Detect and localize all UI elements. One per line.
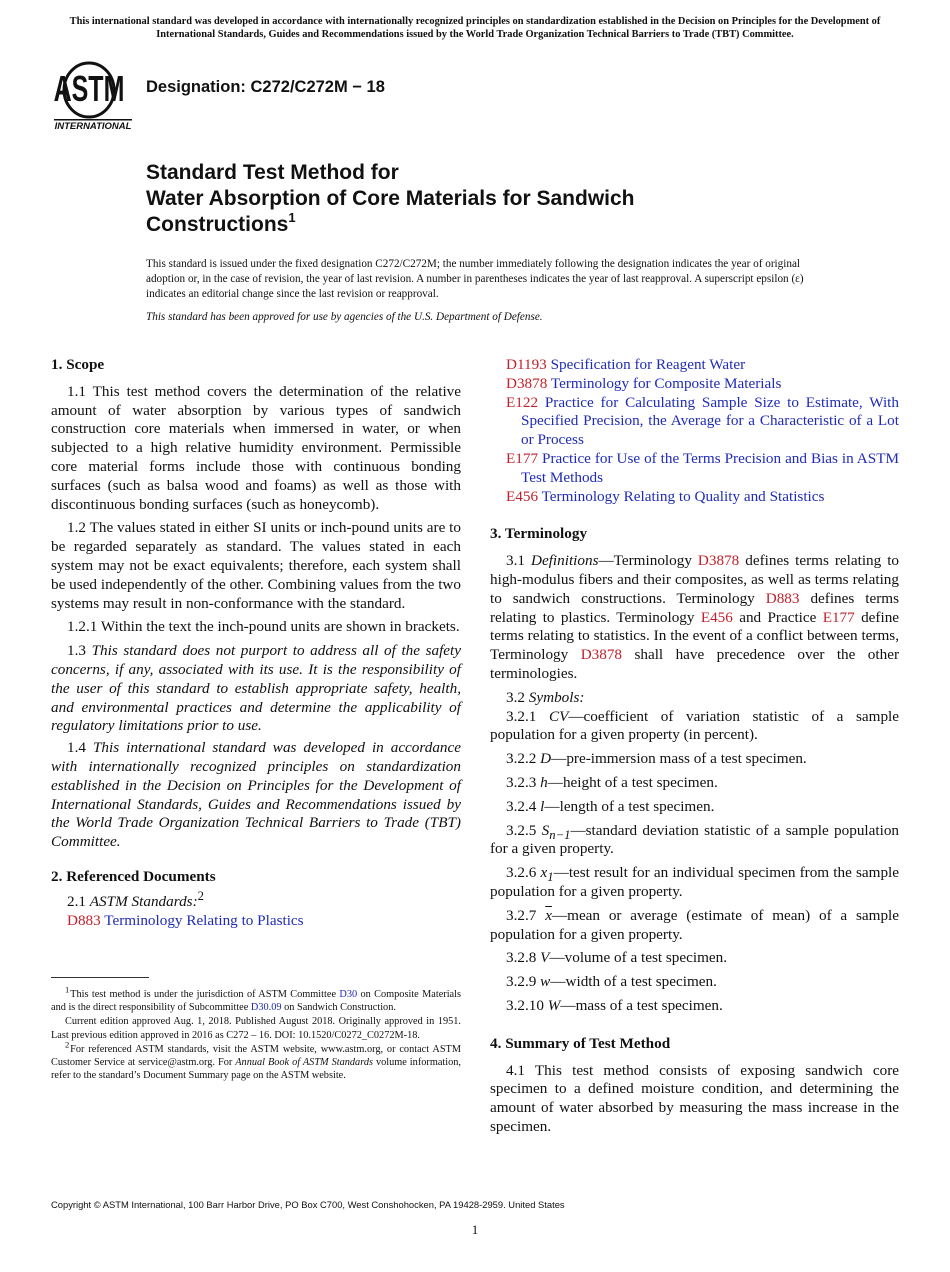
document-title [146, 160, 846, 238]
footnotes [51, 984, 461, 1083]
reference-link[interactable]: D3878 Terminology for Composite Materials [506, 374, 782, 392]
symbol-definition: 3.2.2 D—pre-immersion mass of a test specimen. [506, 750, 807, 768]
footnote-divider [51, 977, 149, 978]
right-column [490, 356, 899, 1137]
left-column [51, 356, 461, 930]
page-number: 1 [471, 1222, 479, 1237]
section-heading-terminology: 3. Terminology [490, 525, 588, 543]
reference-link[interactable]: E456 Terminology Relating to Quality and Statistics [506, 487, 825, 505]
copyright-notice: Copyright © ASTM International, 100 Barr Harbor Drive, PO Box C700, West Conshohocken, PA 19428-2959. United States [51, 1199, 565, 1210]
symbol-definition: 3.2.7 $\overline{x}—mean$ or average (estimate of mean) of a sample population for a given property. [490, 906, 900, 943]
paragraph-1-2: 1.2 The values stated in either SI units or inch-pound units are to be regarded separately as standard. The values stated in each system may not be exact equivalents; therefore, each system shall be used independently of the other. Combining values from the two systems may result in non-conformance with the standard. [51, 519, 461, 612]
symbol-definition: 3.2.10 W—mass of a test specimen. [506, 996, 723, 1014]
title-line-2: Water Absorption of Core Materials for Sandwich [146, 187, 635, 210]
issuance-note [146, 257, 806, 308]
title-line-1: Standard Test Method for [146, 161, 399, 184]
title-footnote-mark: 1 [288, 210, 296, 225]
section-heading-summary: 4. Summary of Test Method [490, 1034, 671, 1052]
reference-link[interactable]: D883 Terminology Relating to Plastics [67, 911, 304, 929]
paragraph-3-1: 3.1 Definitions—Terminology D3878 defines terms relating to high-modulus fibers and their composites, as well as terms relating to sandwich constructions. Terminology D883 defines terms relating to plastics. Terminology E456 and Practice E177 define terms relating to statistics. In the event of a conflict between terms, Terminology D3878 shall have precedence over the other terminologies. [490, 552, 900, 682]
committee-link[interactable]: D30 [339, 989, 358, 1000]
symbol-definition: 3.2.1 CV—coefficient of variation statistic of a sample population for a given property (in percent). [490, 707, 900, 744]
paragraph-3-2: 3.2 Symbols: [506, 688, 585, 706]
term-link[interactable]: D883 [765, 589, 800, 607]
term-link[interactable]: D3878 [580, 646, 623, 664]
svg-text:ASTM: ASTM [53, 68, 125, 110]
dod-approval: This standard has been approved for use by agencies of the U.S. Department of Defense. [146, 311, 543, 323]
issuance-text: This standard is issued under the fixed designation C272/C272M; the number immediately following the designation indicates the year of original adoption or, in the case of revision, the year of last revision. A number in parentheses indicates the year of last reapproval. A superscript epsilon (ε) indicates an editorial change since the last revision or reapproval. [146, 258, 804, 300]
tbt-banner: This international standard was developed in accordance with internationally recognized principles on standardization established in the Decision on Principles for the Development of International Standards, Guides and Recommendations issued by the World Trade Organization Technical Barriers to Trade (TBT) Committee. [69, 16, 881, 40]
symbol-definition: 3.2.5 $S_{n-1}—standard$ deviation statistic of a sample population for a given property. [490, 821, 900, 858]
paragraph-2-1: 2.1 ASTM Standards:$^2$ [67, 888, 204, 910]
term-link[interactable]: E456 [700, 608, 733, 626]
symbol-definition: 3.2.8 V—volume of a test specimen. [506, 949, 728, 967]
footnote-1: $^1$ This test method is under the jurisdiction of ASTM Committee D30 on Composite Materials and is the direct responsibility of Subcommittee D30.09 on Sandwich Construction. [51, 984, 461, 1014]
paragraph-1-3: 1.3 This standard does not purport to address all of the safety concerns, if any, associated with its use. It is the responsibility of the user of this standard to establish appropriate safety, health, and environmental practices and determine the applicability of regulatory limitations prior to use. [51, 642, 462, 735]
paragraph-1-2-1: 1.2.1 Within the text the inch-pound units are shown in brackets. [67, 618, 460, 636]
term-link[interactable]: E177 [822, 608, 855, 626]
footnote-1-edition: Current edition approved Aug. 1, 2018. Published August 2018. Originally approved in 1951. Last previous edition approved in 2016 as C272 – 16. DOI: 10.1520/C0272_C0272M-18. [51, 1016, 461, 1041]
designation: Designation: C272/C272M − 18 [146, 78, 385, 96]
symbol-definition: 3.2.4 l—length of a test specimen. [506, 797, 715, 815]
symbol-definition: 3.2.9 w—width of a test specimen. [506, 973, 717, 991]
section-heading-scope: 1. Scope [51, 356, 105, 373]
term-link[interactable]: D3878 [697, 552, 740, 570]
reference-link[interactable]: D1193 Specification for Reagent Water [506, 356, 746, 373]
section-heading-referenced-documents: 2. Referenced Documents [51, 867, 216, 885]
reference-link[interactable]: E122 Practice for Calculating Sample Size to Estimate, With Specified Precision, the Average for a Characteristic of a Lot or Process [506, 393, 899, 449]
astm-logo [52, 56, 134, 132]
paragraph-1-1: 1.1 This test method covers the determination of the relative amount of water absorption by various types of sandwich construction core materials when immersed in water, or when subjected to a high relative humidity environment. Permissible core material forms include those with continuous bonding surfaces (such as balsa wood and foams) as well as those with discontinuous bonding surfaces (such as honeycomb). [51, 382, 461, 513]
footnote-2: $^2$ For referenced ASTM standards, visit the ASTM website, www.astm.org, or contact ASTM Customer Service at service@astm.org. For Annual Book of ASTM Standards volume information, refer to the standard’s Document Summary page on the ASTM website. [51, 1039, 461, 1082]
symbol-definition: 3.2.6 $x_1—test$ result for an individual specimen from the sample population for a given property. [490, 864, 900, 900]
reference-link[interactable]: E177 Practice for Use of the Terms Precision and Bias in ASTM Test Methods [506, 449, 900, 486]
subcommittee-link[interactable]: D30.09 [250, 1002, 282, 1014]
svg-text:INTERNATIONAL: INTERNATIONAL [54, 121, 132, 132]
title-line-3: Constructions$^1$ [146, 210, 296, 236]
paragraph-1-4: 1.4 This international standard was developed in accordance with internationally recognized principles on standardization established in the Decision on Principles for the Development of International Standards, Guides and Recommendations issued by the World Trade Organization Technical Barriers to Trade (TBT) Committee. [51, 739, 462, 851]
symbol-definition: 3.2.3 h—height of a test specimen. [506, 773, 718, 791]
paragraph-4-1: 4.1 This test method consists of exposing sandwich core specimen to a defined moisture condition, and determining the amount of water absorbed by measuring the mass increase in the specimen. [490, 1061, 899, 1135]
